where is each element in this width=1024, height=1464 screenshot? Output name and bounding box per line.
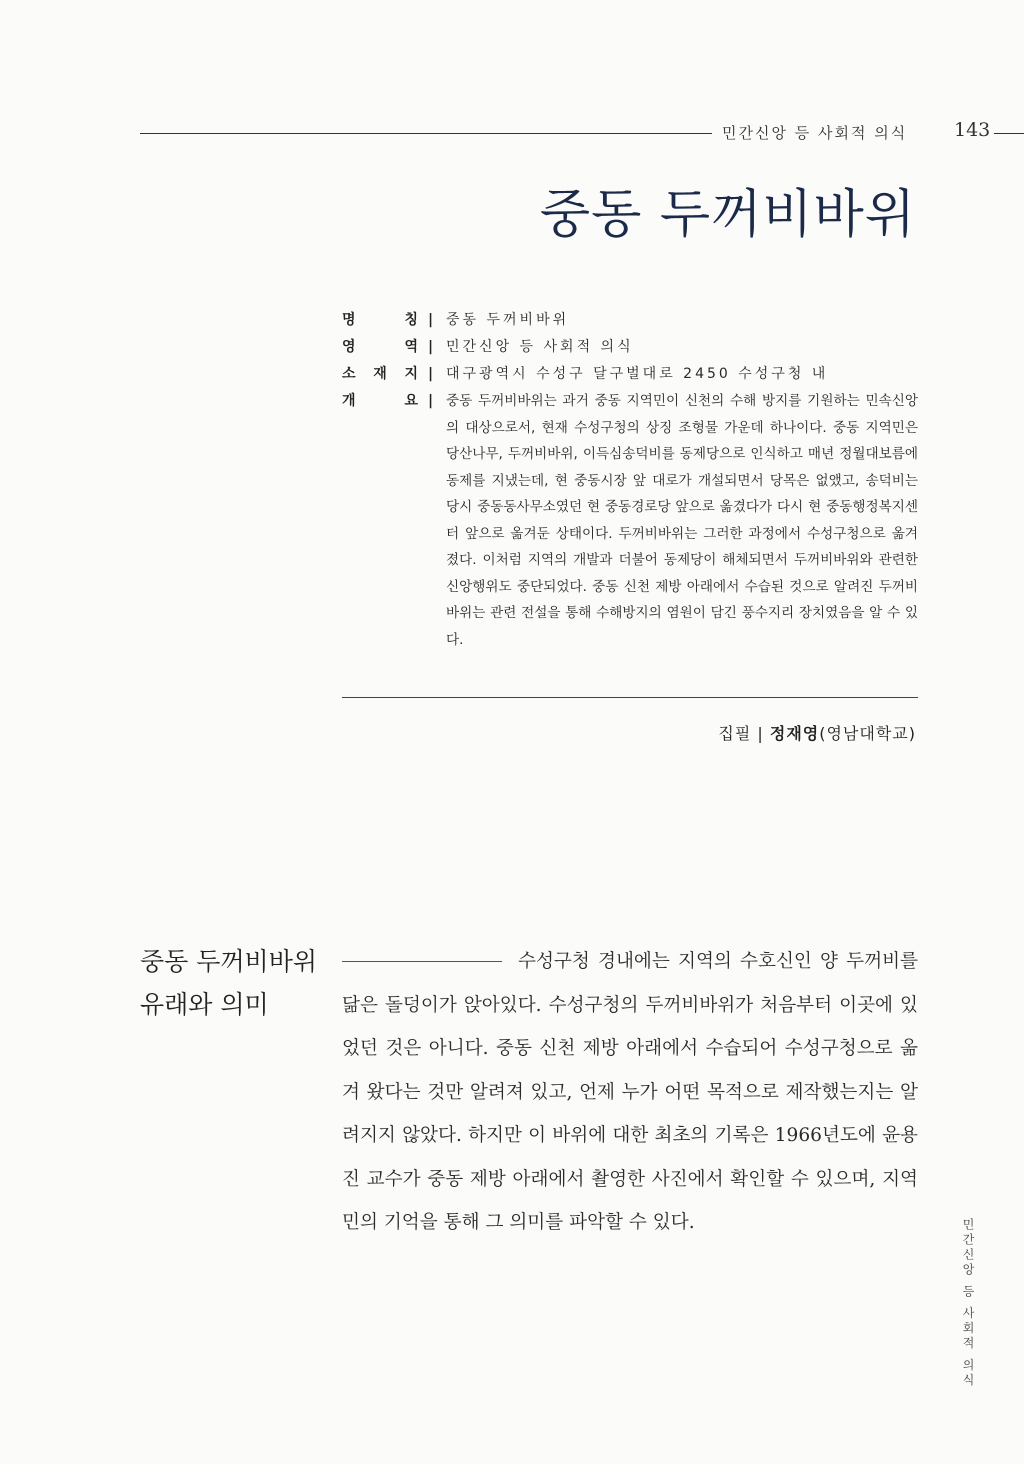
- author-separator: |: [757, 724, 764, 743]
- page-number: 143: [954, 119, 991, 141]
- info-label-name: [342, 307, 422, 334]
- info-value-domain: 민간신앙 등 사회적 의식: [446, 339, 634, 355]
- info-divider: [342, 697, 918, 698]
- info-separator: |: [428, 339, 434, 355]
- info-separator: |: [428, 366, 434, 382]
- author-credit: [718, 721, 916, 744]
- info-table: [342, 307, 918, 653]
- info-row-name: [342, 307, 918, 334]
- entry-title: 중동 두꺼비바위: [539, 185, 916, 245]
- section-heading-line: 유래와 의미: [140, 990, 269, 1019]
- info-value-location: 대구광역시 수성구 달구벌대로 2450 수성구청 내: [446, 366, 829, 382]
- info-label-char: 명: [342, 312, 356, 328]
- side-running-text: 민간신앙 등 사회적 의식: [961, 1218, 975, 1389]
- info-label-location: [342, 361, 422, 388]
- header-rule-left: [140, 133, 712, 134]
- info-label-char: 요: [404, 393, 418, 409]
- section-heading: [140, 940, 330, 1026]
- info-label-domain: [342, 334, 422, 361]
- info-separator: |: [428, 312, 434, 328]
- info-value-summary: 중동 두꺼비바위는 과거 중동 지역민이 신천의 수해 방지를 기원하는 민속신앙의 대상으로서, 현재 수성구청의 상징 조형물 가운데 하나이다. 중동 지역민은 당산나무, 두꺼비바위, 이득심송덕비를 동제당으로 인식하고 매년 정월대보름에 동제를 지냈는데, 현 중동시장 앞 대로가 개설되면서 당목은 없앴고, 송덕비는 당시 중동동사무소였던 현 중동경로당 앞으로 옮겼다가 다시 현 중동행정복지센터 앞으로 옮겨둔 상태이다. 두꺼비바위는 그러한 과정에서 수성구청으로 옮겨졌다. 이처럼 지역의 개발과 더불어 동제당이 해체되면서 두꺼비바위와 관련한 신앙행위도 중단되었다. 중동 신천 제방 아래에서 수습된 것으로 알려진 두꺼비바위는 관련 전설을 통해 수해방지의 염원이 담긴 풍수지리 장치였음을 알 수 있다.: [446, 393, 918, 648]
- info-value-name: 중동 두꺼비바위: [446, 312, 570, 328]
- author-affiliation: (영남대학교): [819, 724, 916, 743]
- info-label-summary: [342, 388, 422, 653]
- header-rule-right: [994, 133, 1024, 134]
- info-label-char: 지: [404, 366, 418, 382]
- info-label-char: 칭: [404, 312, 418, 328]
- info-label-char: 개: [342, 393, 356, 409]
- info-row-summary: [342, 388, 918, 653]
- info-separator: |: [428, 393, 434, 409]
- section-body-text: 수성구청 경내에는 지역의 수호신인 양 두꺼비를 닮은 돌덩이가 앉아있다. 수성구청의 두꺼비바위가 처음부터 이곳에 있었던 것은 아니다. 중동 신천 제방 아래에서 수습되어 수성구청으로 옮겨 왔다는 것만 알려져 있고, 언제 누가 어떤 목적으로 제작했는지는 알려지지 않았다. 하지만 이 바위에 대한 최초의 기록은 1966년도에 윤용진 교수가 중동 제방 아래에서 촬영한 사진에서 확인할 수 있으며, 지역민의 기억을 통해 그 의미를 파악할 수 있다.: [342, 951, 918, 1233]
- running-header: 민간신앙 등 사회적 의식: [722, 124, 908, 142]
- info-row-location: [342, 361, 918, 388]
- author-name: 정재영: [769, 724, 820, 743]
- author-label: 집필: [718, 724, 752, 743]
- info-label-char: 재: [373, 366, 387, 382]
- info-row-domain: [342, 334, 918, 361]
- info-label-char: 영: [342, 339, 356, 355]
- info-label-char: 역: [404, 339, 418, 355]
- info-label-char: 소: [342, 366, 356, 382]
- section-heading-line: 중동 두꺼비바위: [140, 947, 317, 976]
